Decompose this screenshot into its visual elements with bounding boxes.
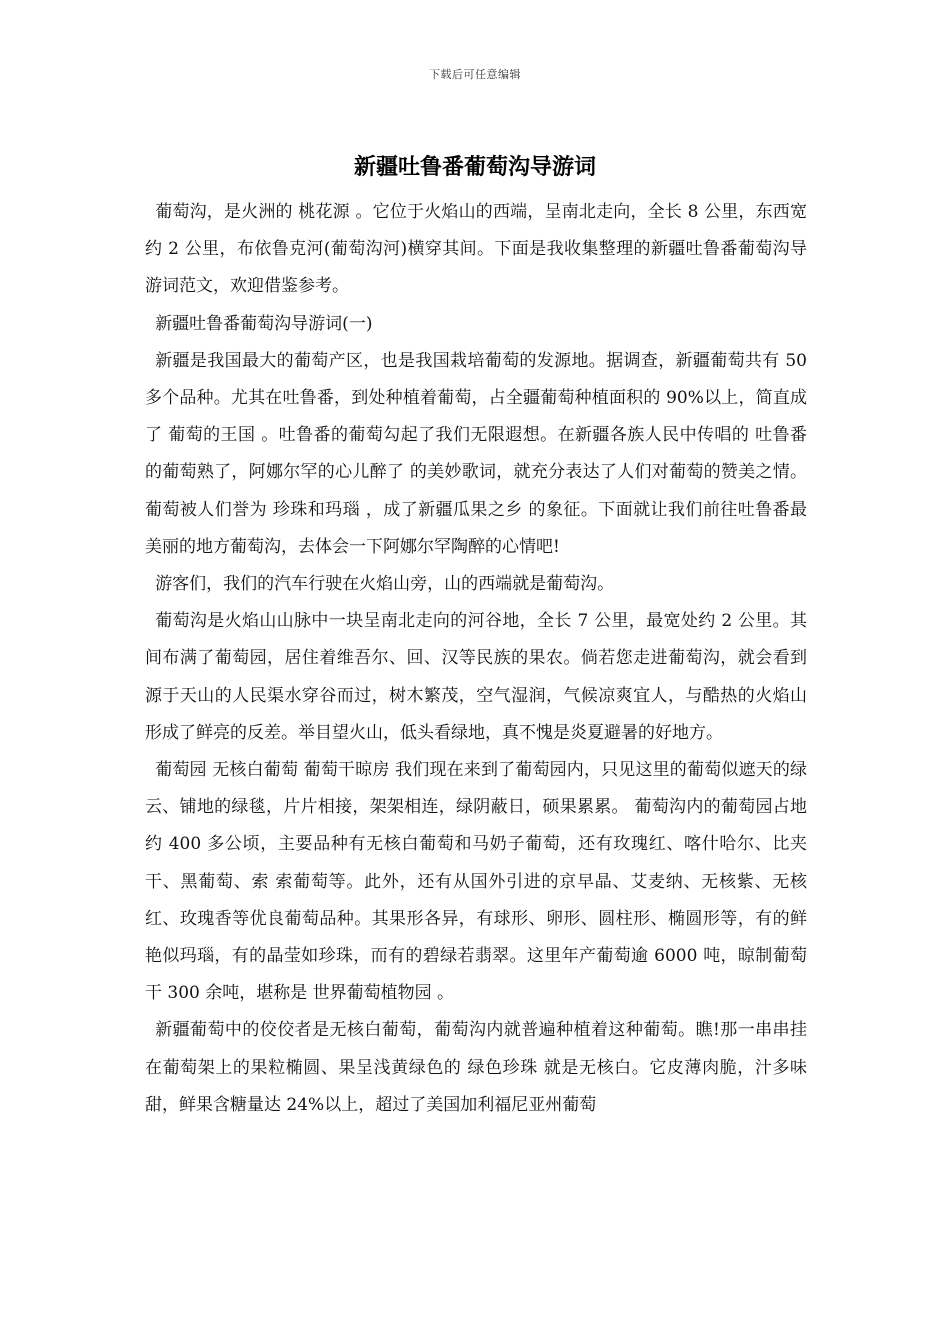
paragraph-seedless-white: 新疆葡萄中的佼佼者是无核白葡萄，葡萄沟内就普遍种植着这种葡萄。瞧!那一串串挂在葡萄架上的果粒椭圆、果呈浅黄绿色的 绿色珍珠 就是无核白。它皮薄肉脆，汁多味甜，鲜果含糖量达 24%以上，超过了美国加利福尼亚州葡萄: [145, 1020, 807, 1115]
paragraph-intro: 葡萄沟，是火洲的 桃花源 。它位于火焰山的西端，呈南北走向，全长 8 公里，东西宽约 2 公里，布依鲁克河(葡萄沟河)横穿其间。下面是我收集整理的新疆吐鲁番葡萄沟导游词范文，欢迎借鉴参考。: [145, 202, 807, 297]
document-body: [145, 194, 807, 1124]
paragraph-tourists: 游客们，我们的汽车行驶在火焰山旁，山的西端就是葡萄沟。: [155, 574, 615, 595]
paragraph-vineyard: 葡萄园 无核白葡萄 葡萄干晾房 我们现在来到了葡萄园内，只见这里的葡萄似遮天的绿云、铺地的绿毯，片片相接，架架相连，绿阴蔽日，硕果累累。 葡萄沟内的葡萄园占地约 400 多公顷，主要品种有无核白葡萄和马奶子葡萄，还有玫瑰红、喀什哈尔、比夹干、黑葡萄、索 索葡萄等。此外，还有从国外引进的京早晶、艾麦纳、无核紫、无核红、玫瑰香等优良葡萄品种。其果形各异，有球形、卵形、圆柱形、椭圆形等，有的鲜艳似玛瑙，有的晶莹如珍珠，而有的碧绿若翡翠。这里年产葡萄逾 6000 吨，晾制葡萄干 300 余吨，堪称是 世界葡萄植物园 。: [145, 760, 807, 1004]
page-header-note: 下载后可任意编辑: [429, 68, 521, 81]
document-title: 新疆吐鲁番葡萄沟导游词: [353, 155, 596, 180]
paragraph-grape-region: 新疆是我国最大的葡萄产区，也是我国栽培葡萄的发源地。据调查，新疆葡萄共有 50 多个品种。尤其在吐鲁番，到处种植着葡萄，占全疆葡萄种植面积的 90%以上，简直成了 葡萄的王国 。吐鲁番的葡萄勾起了我们无限遐想。在新疆各族人民中传唱的 吐鲁番的葡萄熟了，阿娜尔罕的心儿醉了 的美妙歌词，就充分表达了人们对葡萄的赞美之情。葡萄被人们誉为 珍珠和玛瑙 ，成了新疆瓜果之乡 的象征。下面就让我们前往吐鲁番最美丽的地方葡萄沟，去体会一下阿娜尔罕陶醉的心情吧!: [145, 350, 807, 557]
section-heading-1: 新疆吐鲁番葡萄沟导游词(一): [155, 313, 373, 334]
paragraph-valley: 葡萄沟是火焰山山脉中一块呈南北走向的河谷地，全长 7 公里，最宽处约 2 公里。其间布满了葡萄园，居住着维吾尔、回、汉等民族的果农。倘若您走进葡萄沟，就会看到源于天山的人民渠水穿谷而过，树木繁茂，空气湿润，气候凉爽宜人，与酷热的火焰山形成了鲜亮的反差。举目望火山，低头看绿地，真不愧是炎夏避暑的好地方。: [145, 611, 807, 743]
